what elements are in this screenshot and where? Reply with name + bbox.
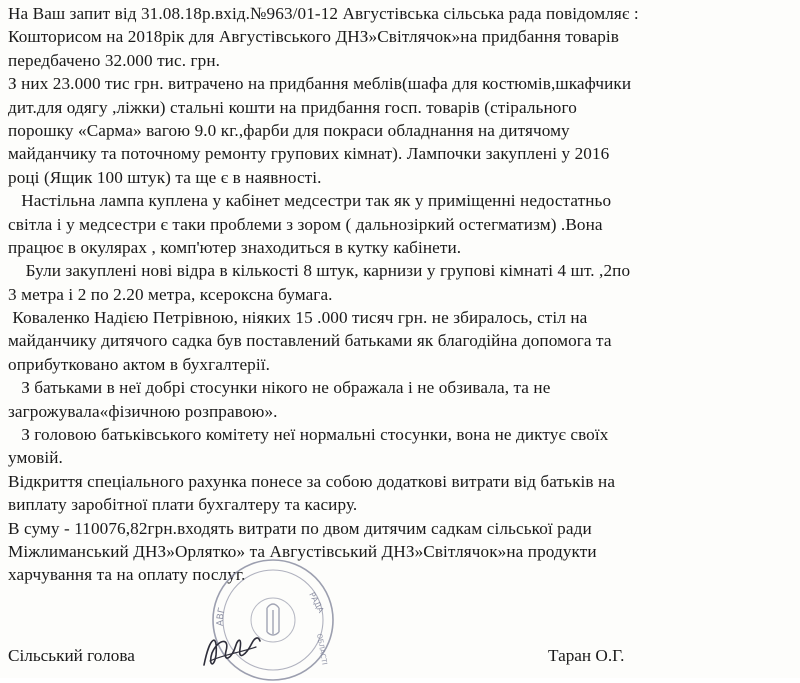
letter-line: передбачено 32.000 тис. грн. — [8, 50, 221, 70]
svg-text:АВГ: АВГ — [215, 606, 228, 627]
letter-line: Міжлиманський ДНЗ»Орлятко» та Августівський ДНЗ»Світлячок»на продукти — [8, 541, 597, 561]
letter-line: Настільна лампа куплена у кабінет медсестри так як у приміщенні недостатньо — [8, 191, 612, 211]
signatory-name: Таран О.Г. — [548, 646, 625, 665]
svg-text:РАДА: РАДА — [307, 590, 326, 615]
letter-line: В суму - 110076,82грн.входять витрати по двом дитячим садкам сільської ради — [8, 518, 592, 538]
letter-line: порошку «Сарма» вагою 9.0 кг.,фарби для покраси обладнання на дитячому — [8, 120, 570, 140]
signature-row — [8, 646, 794, 672]
letter-line: З батьками в неї добрі стосунки нікого не ображала і не обзивала, та не — [8, 378, 551, 398]
letter-line: році (Ящик 100 штук) та ще є в наявності. — [8, 167, 322, 187]
letter-line: загрожувала«фізичною розправою». — [8, 401, 278, 421]
letter-line: Кошторисом на 2018рік для Августівського ДНЗ»Світлячок»на придбання товарів — [8, 27, 620, 47]
letter-line: Відкриття спеціального рахунка понесе за собою додаткові витрати від батьків на — [8, 471, 616, 491]
letter-line: З них 23.000 тис грн. витрачено на придбання меблів(шафа для костюмів,шкафчики — [8, 74, 632, 94]
letter-line: Були закуплені нові відра в кількості 8 штук, карнизи у групові кімнаті 4 шт. ,2по — [8, 261, 631, 281]
letter-line: майданчику та поточному ремонту групових кімнат). Лампочки закуплені у 2016 — [8, 144, 610, 164]
letter-line: майданчику дитячого садка був поставлений батьками як благодійна допомога та — [8, 331, 612, 351]
letter-line: оприбутковано актом в бухгалтерії. — [8, 354, 271, 374]
letter-line: працює в окулярах , комп'ютер знаходиться в кутку кабінети. — [8, 237, 462, 257]
letter-line: умовій. — [8, 448, 63, 468]
signatory-title: Сільський голова — [8, 646, 135, 665]
letter-line: дит.для одягу ,ліжки) стальні кошти на придбання госп. товарів (стірального — [8, 97, 577, 117]
letter-line: світла і у медсестри є таки проблеми з зором ( дальнозіркий остегматизм) .Вона — [8, 214, 603, 234]
letter-line: виплату заробітної плати бухгалтеру та касиру. — [8, 495, 358, 515]
letter-body — [8, 2, 794, 587]
letter-line: 3 метра і 2 по 2.20 метра, ксероксна бумага. — [8, 284, 333, 304]
letter-line: Коваленко Надією Петрівною, ніяких 15 .000 тисяч грн. не збиралось, стіл на — [8, 308, 588, 328]
letter-line: На Ваш запит від 31.08.18р.вхід.№963/01-12 Августівська сільська рада повідомляє : — [8, 4, 639, 23]
letter-line: харчування та на оплату послуг. — [8, 565, 246, 585]
svg-text:ОБЛАСТІ: ОБЛАСТІ — [315, 632, 329, 666]
letter-line: З головою батьківського комітету неї нормальні стосунки, вона не диктує своїх — [8, 425, 609, 445]
